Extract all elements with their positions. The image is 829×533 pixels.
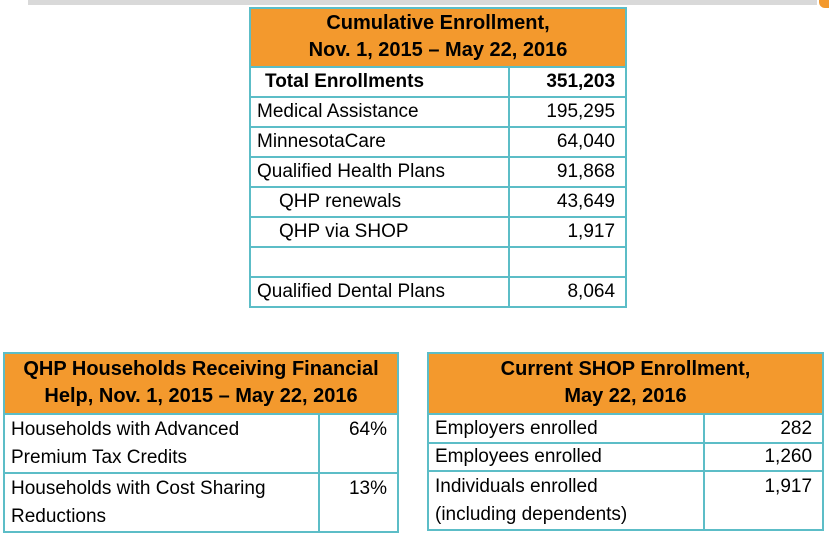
- table-header-row: [428, 353, 823, 414]
- table-row: [4, 473, 398, 532]
- top-bar: [28, 0, 817, 5]
- row-label: QHP renewals: [250, 187, 509, 217]
- shop-enrollment-table: [427, 352, 824, 531]
- label-line-2: Premium Tax Credits: [11, 447, 187, 468]
- cumulative-enrollment-table: [249, 7, 627, 308]
- title-line-1: Current SHOP Enrollment,: [500, 358, 751, 380]
- row-value: 351,203: [509, 67, 626, 97]
- table-row-empty: [250, 247, 626, 277]
- row-label: MinnesotaCare: [250, 127, 509, 157]
- row-label: [4, 473, 319, 532]
- label-line-2: Reductions: [11, 506, 107, 527]
- table-row: [250, 217, 626, 247]
- row-value: 1,260: [704, 443, 823, 471]
- title-line-2: Nov. 1, 2015 – May 22, 2016: [308, 39, 568, 61]
- row-value: 282: [704, 414, 823, 443]
- table-header-row: [4, 353, 398, 414]
- row-label: QHP via SHOP: [250, 217, 509, 247]
- table-row: [428, 414, 823, 443]
- title-line-1: QHP Households Receiving Financial: [23, 358, 379, 380]
- row-value: 1,917: [509, 217, 626, 247]
- table-row: [250, 157, 626, 187]
- table-row: [4, 414, 398, 473]
- label-line-2: (including dependents): [435, 504, 628, 525]
- label-line-1: Households with Advanced: [11, 419, 240, 440]
- row-value: 1,917: [704, 471, 823, 530]
- cumulative-table-title: [250, 8, 626, 67]
- row-value: 64,040: [509, 127, 626, 157]
- table-header-row: [250, 8, 626, 67]
- row-label: Employees enrolled: [428, 443, 704, 471]
- row-label: [4, 414, 319, 473]
- shop-table-title: [428, 353, 823, 414]
- table-row: [250, 97, 626, 127]
- row-label: Total Enrollments: [250, 67, 509, 97]
- row-value: 64%: [319, 414, 398, 473]
- table-row: [250, 277, 626, 307]
- financial-table-title: [4, 353, 398, 414]
- title-line-1: Cumulative Enrollment,: [326, 12, 550, 34]
- row-label: [428, 471, 704, 530]
- row-label: [250, 247, 509, 277]
- row-label: Medical Assistance: [250, 97, 509, 127]
- row-value: 91,868: [509, 157, 626, 187]
- table-row: [250, 67, 626, 97]
- orange-corner-mark: [819, 0, 829, 8]
- row-value: 8,064: [509, 277, 626, 307]
- row-label: Employers enrolled: [428, 414, 704, 443]
- table-row: [428, 443, 823, 471]
- financial-help-table: [3, 352, 399, 533]
- label-line-1: Individuals enrolled: [435, 476, 598, 497]
- title-line-2: Help, Nov. 1, 2015 – May 22, 2016: [44, 385, 358, 407]
- row-label: Qualified Health Plans: [250, 157, 509, 187]
- row-value: 43,649: [509, 187, 626, 217]
- table-row: [250, 187, 626, 217]
- row-value: [509, 247, 626, 277]
- table-row: [428, 471, 823, 530]
- row-value: 13%: [319, 473, 398, 532]
- table-row: [250, 127, 626, 157]
- title-line-2: May 22, 2016: [564, 385, 687, 407]
- row-value: 195,295: [509, 97, 626, 127]
- row-label: Qualified Dental Plans: [250, 277, 509, 307]
- label-line-1: Households with Cost Sharing: [11, 478, 266, 499]
